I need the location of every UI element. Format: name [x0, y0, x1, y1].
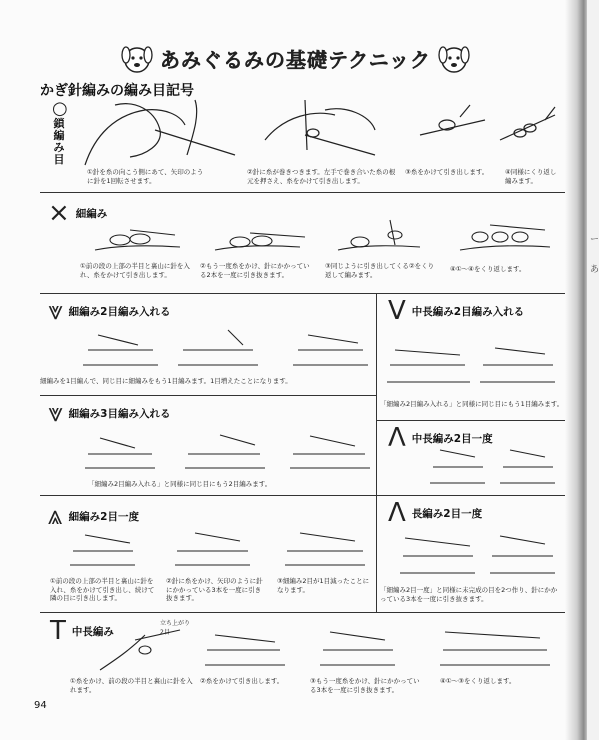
single-crochet-illustrations	[90, 215, 560, 260]
dog-mascot-icon	[437, 41, 471, 75]
divider	[376, 420, 565, 421]
divider	[40, 495, 376, 496]
single-crochet-symbol: ×	[48, 198, 70, 228]
hdc-illustrations	[95, 620, 560, 675]
sc-inc2-header	[48, 298, 170, 324]
hdc-step-4: ④①〜③をくり返します。	[440, 677, 516, 685]
single-crochet-step-4: ④①〜④をくり返します。	[450, 265, 526, 273]
sc-inc3-illustrations	[80, 430, 375, 475]
single-crochet-label: 細編み	[75, 207, 108, 220]
next-page-fragment: あ	[590, 265, 599, 275]
single-crochet-step-2: ②もう一度糸をかけ、針にかかっている2本を一度に引き抜きます。	[200, 262, 310, 279]
sc-inc3-symbol: ⩔	[48, 398, 63, 428]
dc-dec2-label: 長編み2目一度	[411, 507, 483, 520]
next-page-edge	[586, 0, 599, 740]
sc-dec2-label: 細編み2目一度	[68, 510, 139, 523]
column-divider	[376, 293, 377, 613]
hdc-label: 中長編み	[71, 625, 114, 638]
chain-symbol-glyph: ○	[52, 98, 68, 119]
hdc-step-1: ①糸をかけ、前の段の半目と裏山に針を入れます。	[70, 677, 193, 694]
single-crochet-step-1: ①前の段の上部の半目と裏山に針を入れ、糸をかけて引き出します。	[80, 262, 190, 279]
sc-inc3-caption: 「細編み2目編み入れる」と同様に同じ目にもう2目編みます。	[88, 480, 272, 488]
chain-step-3: ③糸をかけて引き出します。	[405, 168, 489, 176]
chain-illustrations	[75, 95, 565, 170]
hdc-dec2-illustrations	[425, 445, 560, 490]
sc-dec2-step-1: ①前の段の上部の半目と裏山に針を入れ、糸をかけて引き出し、続けて隣の目に引き出します。	[50, 577, 155, 602]
dc-dec2-illustrations	[395, 528, 560, 580]
chain-step-1: ①針を糸の向こう側にあて、矢印のように針を1回転させます。	[87, 168, 204, 185]
title-banner	[120, 38, 510, 78]
sc-inc3-header	[48, 400, 170, 426]
sc-dec2-step-2: ②針に糸をかけ、矢印のように針にかかっている3本を一度に引き抜きます。	[166, 577, 263, 602]
hdc-inc2-header	[388, 298, 524, 324]
page-number: 94	[34, 700, 47, 711]
page-title: あみぐるみの基礎テクニック	[160, 47, 431, 72]
next-page-fragment: ー	[590, 235, 599, 245]
hdc-turning-chain-note: 立ち上がり2目	[160, 620, 191, 636]
hdc-inc2-caption: 「細編み2目編み入れる」と同様に同じ目にもう1目編みます。	[380, 400, 564, 408]
divider	[376, 495, 565, 496]
dc-dec2-symbol: Ʌ	[388, 498, 406, 528]
sc-inc2-illustrations	[78, 325, 373, 373]
sc-dec2-step-3: ③細編み2目が1目減ったことになります。	[277, 577, 370, 594]
chain-step-2: ②針に糸が巻きつきます。左手で巻き合いた糸の根元を押さえ、糸をかけて引き出します。	[247, 168, 396, 185]
sc-dec2-illustrations	[65, 525, 370, 573]
hdc-dec2-symbol: Λ	[388, 423, 406, 453]
hdc-dec2-label: 中長編み2目一度	[411, 432, 493, 445]
sc-inc2-caption: 細編みを1目編んで、同じ目に細編みをもう1目編みます。1目増えたことになります。	[40, 377, 292, 385]
dc-dec2-caption: 「細編み2目一度」と同様に未完成の目を2つ作り、針にかかっている3本を一度に引き抜きます。	[380, 586, 558, 603]
divider	[40, 612, 565, 613]
sc-inc2-symbol: ⩔	[48, 296, 63, 326]
hdc-step-2: ②糸をかけて引き出します。	[200, 677, 284, 685]
hdc-inc2-label: 中長編み2目編み入れる	[411, 305, 525, 318]
dog-mascot-icon	[120, 41, 154, 75]
divider	[40, 395, 376, 396]
divider	[40, 192, 565, 193]
dc-dec2-header	[388, 500, 482, 526]
sc-inc3-label: 細編み3目編み入れる	[68, 407, 171, 420]
sc-inc2-label: 細編み2目編み入れる	[68, 305, 171, 318]
chain-step-4: ④同様にくり返し編みます。	[505, 168, 557, 185]
hdc-symbol: T	[50, 616, 66, 646]
hdc-inc2-illustrations	[385, 340, 560, 390]
chain-label: 鎖編み目	[53, 117, 65, 166]
section-subtitle: かぎ針編みの編み目記号	[40, 83, 194, 99]
hdc-step-3: ③もう一度糸をかけ、針にかかっている3本を一度に引き抜きます。	[310, 677, 420, 694]
divider	[40, 293, 565, 294]
single-crochet-step-3: ③同じように引き出してくる②をくり返して編みます。	[325, 262, 435, 279]
hdc-inc2-symbol: V	[388, 296, 406, 326]
sc-dec2-symbol: ⩓	[48, 501, 63, 531]
